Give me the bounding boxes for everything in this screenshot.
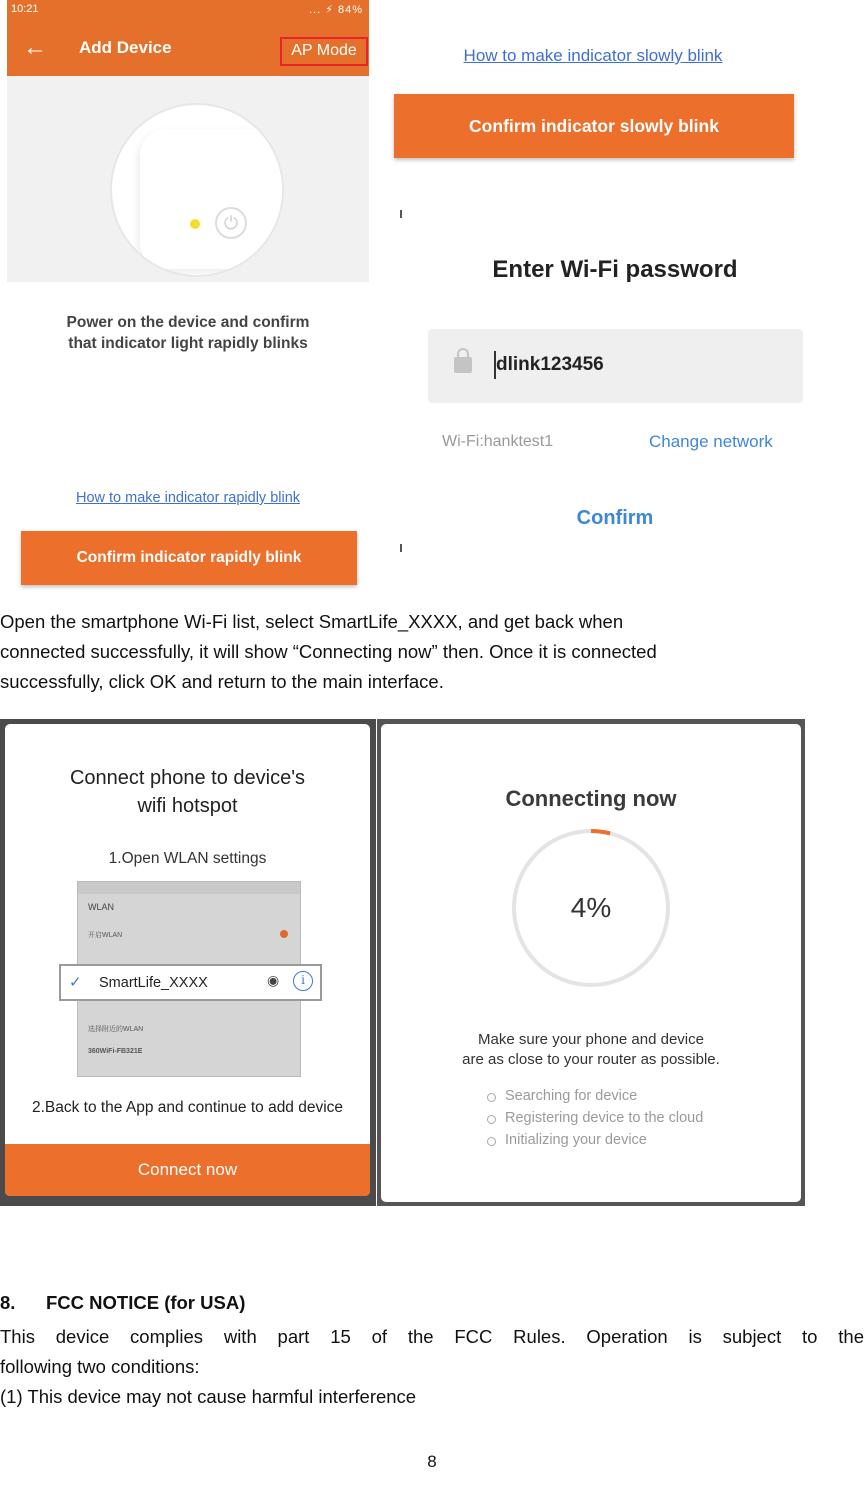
confirm-button[interactable]: Confirm xyxy=(576,507,654,529)
step-2-text: 2.Back to the App and continue to add device xyxy=(31,1099,344,1116)
proximity-message-line-1: Make sure your phone and device xyxy=(478,1031,704,1048)
mini-toggle-icon xyxy=(280,930,288,938)
mini-wlan-header: WLAN xyxy=(88,902,115,912)
connection-steps xyxy=(485,1088,785,1154)
smartlife-network-row[interactable] xyxy=(59,964,322,1001)
add-device-screenshot xyxy=(7,0,369,590)
wifi-password-title: Enter Wi-Fi password xyxy=(492,256,738,283)
step-registering: Registering device to the cloud xyxy=(485,1110,785,1132)
connecting-title: Connecting now xyxy=(505,786,677,811)
fcc-body xyxy=(0,1322,864,1412)
fcc-line-2: following two conditions: xyxy=(0,1356,200,1377)
checkmark-icon: ✓ xyxy=(69,974,82,991)
device-illustration xyxy=(7,76,369,282)
crop-mark xyxy=(400,210,402,218)
mini-wlan-toggle-row: 开启WLAN xyxy=(88,932,123,939)
device-circle xyxy=(110,103,284,277)
paragraph-line-3: successfully, click OK and return to the main interface. xyxy=(0,671,444,692)
device-body xyxy=(140,129,284,269)
mini-network-row: 360WiFi-FB321E xyxy=(88,1048,143,1055)
ap-mode-button[interactable]: AP Mode xyxy=(280,37,368,66)
connect-title-line-2: wifi hotspot xyxy=(137,795,238,817)
wifi-network-label: Wi-Fi:hanktest1 xyxy=(442,433,554,450)
connect-card xyxy=(5,724,370,1196)
wifi-password-field[interactable] xyxy=(428,329,803,403)
app-bar xyxy=(7,20,369,76)
status-time: 10:21 xyxy=(11,3,39,15)
connect-title xyxy=(5,764,370,820)
rapid-blink-help-link[interactable]: How to make indicator rapidly blink xyxy=(75,490,301,506)
confirm-slow-blink-button[interactable]: Confirm indicator slowly blink xyxy=(394,94,794,158)
proximity-message-line-2: are as close to your router as possible. xyxy=(462,1051,720,1068)
confirm-rapid-blink-button[interactable]: Confirm indicator rapidly blink xyxy=(21,531,357,585)
instruction-text xyxy=(7,312,369,354)
slow-blink-help-link[interactable]: How to make indicator slowly blink xyxy=(463,46,723,65)
network-ssid: SmartLife_XXXX xyxy=(99,975,208,991)
connect-hotspot-screenshot xyxy=(0,719,376,1206)
paragraph-line-2: connected successfully, it will show “Connecting now” then. Once it is connected xyxy=(0,641,657,662)
mini-nearby-label: 选择附近的WLAN xyxy=(88,1026,144,1033)
connecting-screenshot xyxy=(377,719,805,1206)
instruction-line-2: that indicator light rapidly blinks xyxy=(68,335,308,352)
power-icon: ⏻ xyxy=(215,207,247,239)
page-number: 8 xyxy=(427,1452,437,1471)
connect-now-button[interactable]: Connect now xyxy=(5,1144,370,1196)
connect-title-line-1: Connect phone to device's xyxy=(69,767,306,789)
step-1-text: 1.Open WLAN settings xyxy=(108,850,267,867)
info-icon[interactable]: i xyxy=(293,971,313,991)
fcc-line-3: (1) This device may not cause harmful interference xyxy=(0,1386,417,1407)
step-searching: Searching for device xyxy=(485,1088,785,1110)
crop-mark xyxy=(400,544,402,552)
indicator-light-icon xyxy=(190,219,200,229)
section-number: 8. xyxy=(0,1292,16,1313)
section-title: FCC NOTICE (for USA) xyxy=(46,1292,246,1313)
wifi-signal-icon: ◉ xyxy=(267,972,280,988)
lock-icon xyxy=(454,357,472,373)
change-network-link[interactable]: Change network xyxy=(649,432,773,451)
fcc-heading xyxy=(0,1292,245,1314)
password-value: dlink123456 xyxy=(496,354,604,375)
mini-status-bar xyxy=(78,882,300,894)
progress-percent: 4% xyxy=(570,892,612,923)
step-initializing: Initializing your device xyxy=(485,1132,785,1154)
status-icons: ... ⚡ 84% xyxy=(308,4,363,16)
back-arrow-icon[interactable]: ← xyxy=(23,34,47,61)
page-title: Add Device xyxy=(79,38,172,57)
proximity-message xyxy=(381,1030,801,1070)
instruction-paragraph xyxy=(0,607,860,697)
instruction-line-1: Power on the device and confirm xyxy=(66,314,310,331)
fcc-line-1: This device complies with part 15 of the FCC Rules. Operation is subject to the xyxy=(0,1326,864,1347)
connecting-card xyxy=(381,724,801,1202)
paragraph-line-1: Open the smartphone Wi-Fi list, select SmartLife_XXXX, and get back when xyxy=(0,611,624,632)
status-bar xyxy=(7,0,369,20)
